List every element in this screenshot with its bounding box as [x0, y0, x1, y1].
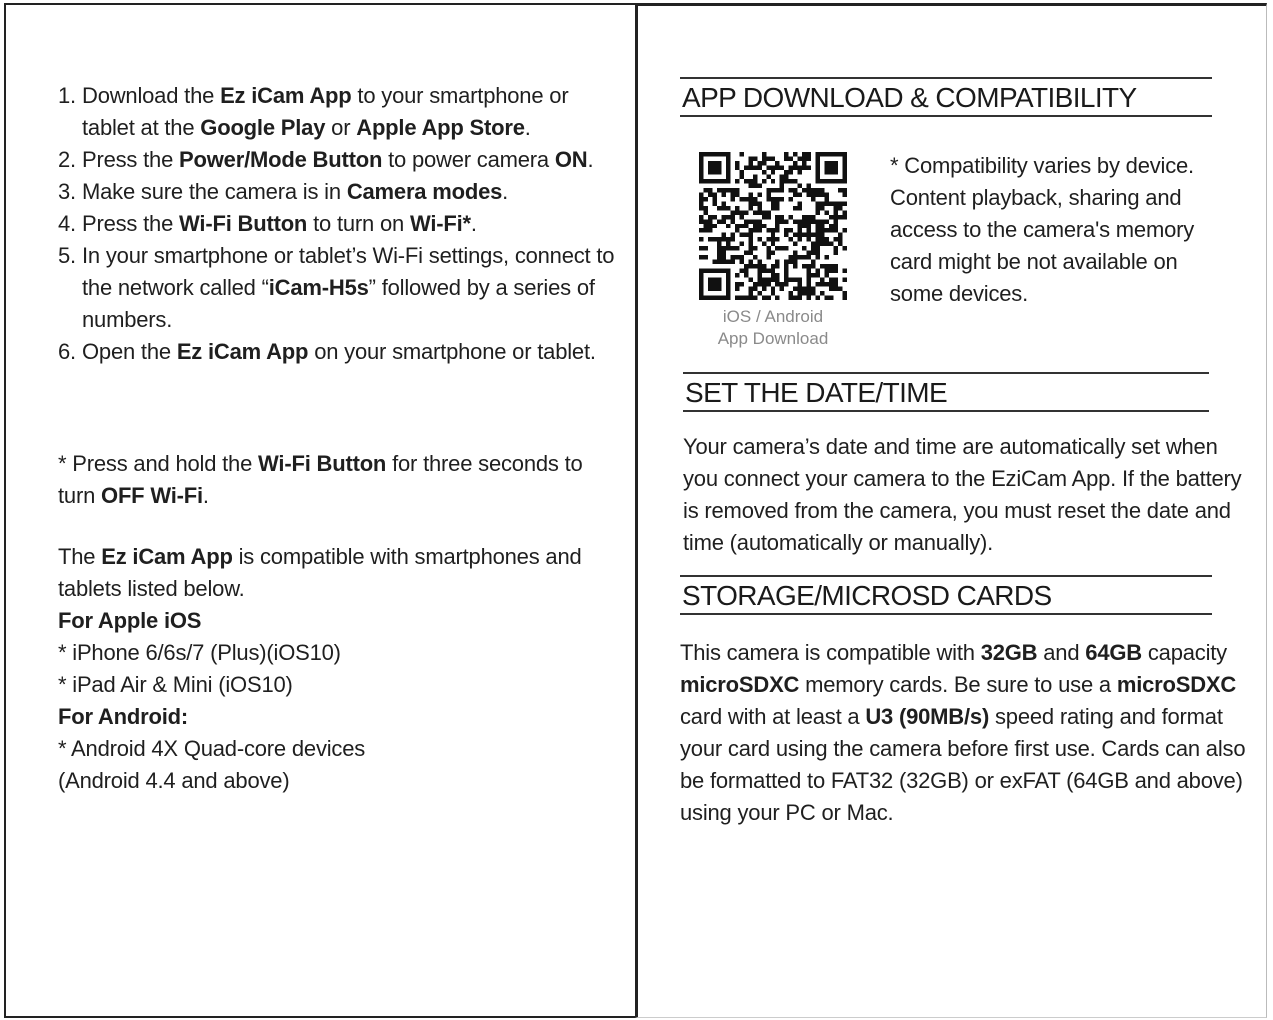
bold-text: OFF Wi-Fi [101, 483, 203, 508]
qr-caption-line2: App Download [717, 329, 829, 348]
bold-text: microSDXC [680, 672, 800, 697]
setup-step [58, 336, 618, 368]
android-item: * Android 4X Quad-core devices [58, 736, 366, 761]
step-number: 5. [58, 243, 76, 268]
setup-step [58, 240, 618, 336]
text-run: . [202, 483, 209, 508]
bold-text: Power/Mode Button [179, 147, 383, 172]
step-number: 2. [58, 147, 76, 172]
text-run: This camera is compatible with [680, 640, 981, 665]
compatibility-note: * Compatibility varies by device. Content playback, sharing and access to the camera's memory card might be not available on some devices. [890, 153, 1195, 306]
storage-text [680, 637, 1250, 829]
date-time-heading [683, 372, 1209, 412]
bold-text: Wi-Fi* [409, 211, 471, 236]
wifi-off-note [58, 448, 618, 512]
text-run: . [587, 147, 594, 172]
app-download-heading-text: APP DOWNLOAD & COMPATIBILITY [682, 82, 1137, 113]
date-time-heading-text: SET THE DATE/TIME [685, 377, 948, 408]
compatibility-intro [58, 541, 618, 605]
step-text [82, 147, 593, 172]
text-run: to turn on [307, 211, 410, 236]
step-number: 4. [58, 211, 76, 236]
app-download-heading [680, 77, 1212, 117]
bold-text: Ez iCam App [220, 83, 352, 108]
text-run: . [524, 115, 531, 140]
bold-text: Google Play [200, 115, 326, 140]
apple-item: * iPhone 6/6s/7 (Plus)(iOS10) [58, 640, 341, 665]
text-run: Download the [82, 83, 221, 108]
text-run: capacity [1141, 640, 1227, 665]
bold-text: Ez iCam App [101, 544, 233, 569]
wifi-off-note-text [58, 451, 583, 508]
bold-text: Apple App Store [356, 115, 525, 140]
step-text [82, 211, 477, 236]
text-run: on your smartphone or tablet. [308, 339, 596, 364]
text-run: Press the [82, 147, 180, 172]
storage-heading [680, 575, 1212, 615]
bold-text: iCam-H5s [268, 275, 369, 300]
step-number: 6. [58, 339, 76, 364]
text-run: Make sure the camera is in [82, 179, 347, 204]
text-run: . [502, 179, 509, 204]
step-number: 1. [58, 83, 76, 108]
step-text [82, 243, 614, 332]
text-run: to power camera [382, 147, 555, 172]
bold-text: 64GB [1085, 640, 1142, 665]
apple-item: * iPad Air & Mini (iOS10) [58, 672, 293, 697]
step-text [82, 339, 596, 364]
qr-code-icon [699, 152, 847, 300]
bold-text: Wi-Fi Button [179, 211, 308, 236]
setup-step [58, 144, 618, 176]
text-run: for three seconds to turn [58, 451, 583, 508]
bold-text: U3 (90MB/s) [865, 704, 990, 729]
bold-text: microSDXC [1116, 672, 1237, 697]
text-run: ” followed by a series of numbers. [82, 275, 595, 332]
setup-step [58, 176, 618, 208]
setup-step [58, 80, 618, 144]
text-run: The [58, 544, 102, 569]
text-run: In your smartphone or tablet’s Wi-Fi settings, connect to the network called “ [82, 243, 615, 300]
android-item: (Android 4.4 and above) [58, 768, 290, 793]
text-run: * Press and hold the [58, 451, 259, 476]
text-run: memory cards. Be sure to use a [799, 672, 1117, 697]
text-run: Press the [82, 211, 180, 236]
text-run: is compatible with smartphones and tablets listed below. [58, 544, 582, 601]
date-time-text: Your camera’s date and time are automatically set when you connect your camera to the EziCam App. If the battery is removed from the camera, you must reset the date and time (automatically or manually). [683, 434, 1242, 555]
text-run: Open the [82, 339, 177, 364]
bold-text: Ez iCam App [176, 339, 309, 364]
bold-text: 32GB [980, 640, 1038, 665]
qr-caption [690, 306, 856, 350]
apple-heading: For Apple iOS [58, 608, 202, 633]
left-page [4, 3, 637, 1018]
bold-text: Wi-Fi Button [258, 451, 387, 476]
compatibility-list [58, 541, 618, 797]
compatibility-intro-text [58, 544, 582, 601]
text-run: card with at least a [680, 704, 866, 729]
step-text [82, 83, 568, 140]
setup-step [58, 208, 618, 240]
storage-text-body [680, 640, 1245, 825]
bold-text: Camera modes [346, 179, 503, 204]
text-run: speed rating and format your card using the camera before first use. Cards can also be formatted to FAT32 (32GB) or exFAT (64GB and above) using your PC or Mac. [680, 704, 1246, 825]
text-run: to your smartphone or tablet at the [82, 83, 569, 140]
bold-text: ON [554, 147, 588, 172]
text-run: and [1037, 640, 1086, 665]
setup-steps-list [58, 80, 618, 368]
step-text [82, 179, 508, 204]
android-heading: For Android: [58, 704, 188, 729]
right-page [635, 3, 1267, 1018]
text-run: or [325, 115, 357, 140]
qr-caption-line1: iOS / Android [722, 307, 824, 326]
text-run: . [470, 211, 477, 236]
step-number: 3. [58, 179, 76, 204]
storage-heading-text: STORAGE/MICROSD CARDS [682, 580, 1052, 611]
